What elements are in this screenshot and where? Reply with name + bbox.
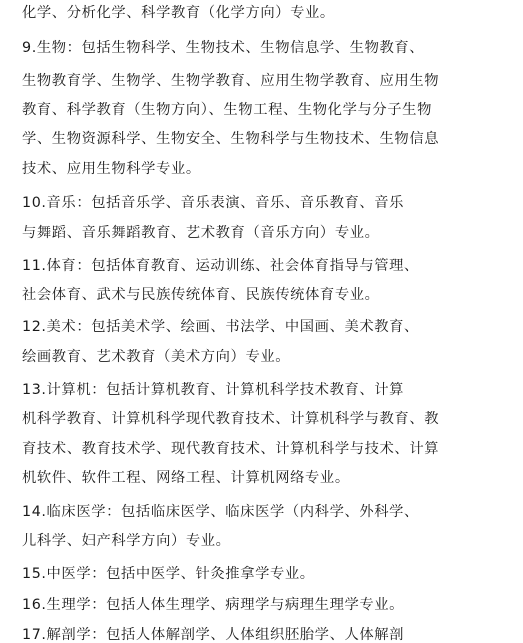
text-line-biology-5: 技术、应用生物科学专业。 bbox=[22, 161, 201, 177]
text-line-sports-2: 社会体育、武术与民族传统体育、民族传统体育专业。 bbox=[22, 287, 380, 303]
text-line-chemistry-continued: 化学、分析化学、科学教育（化学方向）专业。 bbox=[22, 5, 335, 21]
item-17-anatomy: 17.解剖学：包括人体解剖学、人体组织胚胎学、人体解剖 bbox=[22, 627, 405, 643]
text-line-biology-3: 教育、科学教育（生物方向）、生物工程、生物化学与分子生物 bbox=[22, 102, 432, 118]
text-line-computer-3: 育技术、教育技术学、现代教育技术、计算机科学与技术、计算 bbox=[22, 441, 440, 457]
item-15-chinese-medicine: 15.中医学：包括中医学、针灸推拿学专业。 bbox=[22, 566, 315, 582]
text-line-clinical-medicine-2: 儿科学、妇产科学方向）专业。 bbox=[22, 533, 231, 549]
item-14-clinical-medicine: 14.临床医学：包括临床医学、临床医学（内科学、外科学、 bbox=[22, 504, 419, 520]
text-line-fine-arts-2: 绘画教育、艺术教育（美术方向）专业。 bbox=[22, 349, 291, 365]
item-13-computer: 13.计算机：包括计算机教育、计算机科学技术教育、计算 bbox=[22, 382, 405, 398]
text-line-computer-2: 机科学教育、计算机科学现代教育技术、计算机科学与教育、教 bbox=[22, 411, 440, 427]
text-line-music-2: 与舞蹈、音乐舞蹈教育、艺术教育（音乐方向）专业。 bbox=[22, 225, 380, 241]
item-11-sports: 11.体育：包括体育教育、运动训练、社会体育指导与管理、 bbox=[22, 258, 419, 274]
item-12-fine-arts: 12.美术：包括美术学、绘画、书法学、中国画、美术教育、 bbox=[22, 319, 419, 335]
item-9-biology: 9.生物：包括生物科学、生物技术、生物信息学、生物教育、 bbox=[22, 40, 425, 56]
item-16-physiology: 16.生理学：包括人体生理学、病理学与病理生理学专业。 bbox=[22, 597, 405, 613]
item-10-music: 10.音乐：包括音乐学、音乐表演、音乐、音乐教育、音乐 bbox=[22, 195, 405, 211]
text-line-biology-2: 生物教育学、生物学、生物学教育、应用生物学教育、应用生物 bbox=[22, 73, 440, 89]
text-line-biology-4: 学、生物资源科学、生物安全、生物科学与生物技术、生物信息 bbox=[22, 131, 440, 147]
text-line-computer-4: 机软件、软件工程、网络工程、计算机网络专业。 bbox=[22, 470, 350, 486]
